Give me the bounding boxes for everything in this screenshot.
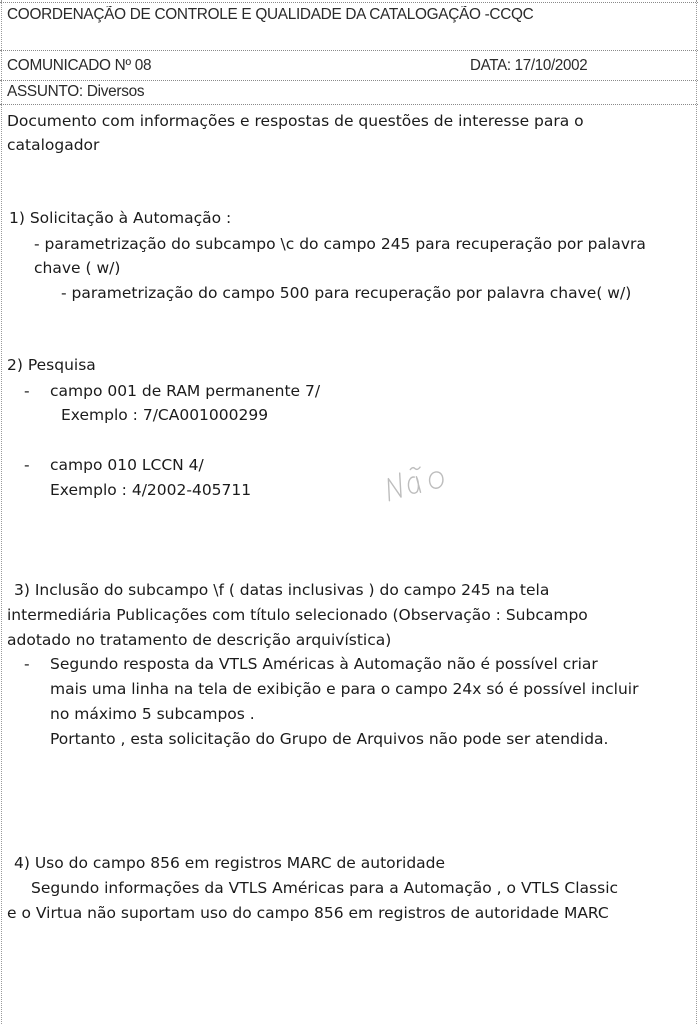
section3-bullet-dash: - xyxy=(24,655,30,673)
divider-top xyxy=(0,2,698,3)
section2-item2-dash: - xyxy=(24,456,30,474)
section2-item2-example: Exemplo : 4/2002-405711 xyxy=(50,481,252,499)
section1-heading: 1) Solicitação à Automação : xyxy=(9,209,232,227)
section4-line-2: e o Virtua não suportam uso do campo 856 em registros de autoridade MARC xyxy=(7,904,609,922)
divider-after-comunicado xyxy=(0,80,698,81)
section3-bullet-line-2: mais uma linha na tela de exibição e para o campo 24x só é possível incluir xyxy=(50,680,639,698)
section3-line-2: adotado no tratamento de descrição arquivística) xyxy=(7,631,392,649)
section1-line-1: - parametrização do subcampo \c do campo 245 para recuperação por palavra xyxy=(34,235,646,253)
left-border xyxy=(1,0,2,1024)
right-border xyxy=(696,0,697,1024)
section2-item2-text: campo 010 LCCN 4/ xyxy=(50,456,204,474)
section4-heading: 4) Uso do campo 856 em registros MARC de autoridade xyxy=(14,854,446,872)
section2-item1-example: Exemplo : 7/CA001000299 xyxy=(61,406,269,424)
document-title: COORDENAÇÃO DE CONTROLE E QUALIDADE DA CATALOGAÇÃO -CCQC xyxy=(7,6,534,23)
section4-line-1: Segundo informações da VTLS Américas para a Automação , o VTLS Classic xyxy=(31,879,619,897)
intro-line-1: Documento com informações e respostas de questões de interesse para o xyxy=(7,112,584,130)
section2-item1-text: campo 001 de RAM permanente 7/ xyxy=(50,382,321,400)
handwritten-nao-annotation xyxy=(381,457,464,505)
section1-line-3: - parametrização do campo 500 para recuperação por palavra chave( w/) xyxy=(61,284,632,302)
section3-bullet-line-3: no máximo 5 subcampos . xyxy=(50,705,255,723)
divider-after-title xyxy=(0,50,698,51)
section1-line-2: chave ( w/) xyxy=(34,259,121,277)
assunto: ASSUNTO: Diversos xyxy=(7,83,145,100)
intro-line-2: catalogador xyxy=(7,136,100,154)
section2-item1-dash: - xyxy=(24,382,30,400)
comunicado-date: DATA: 17/10/2002 xyxy=(470,57,588,74)
comunicado-number: COMUNICADO Nº 08 xyxy=(7,57,152,74)
section3-heading: 3) Inclusão do subcampo \f ( datas inclusivas ) do campo 245 na tela xyxy=(14,581,550,599)
section2-heading: 2) Pesquisa xyxy=(7,356,96,374)
section3-line-1: intermediária Publicações com título selecionado (Observação : Subcampo xyxy=(7,606,588,624)
section3-bullet-line-4: Portanto , esta solicitação do Grupo de Arquivos não pode ser atendida. xyxy=(50,730,609,748)
divider-after-assunto xyxy=(0,104,698,105)
section3-bullet-line-1: Segundo resposta da VTLS Américas à Automação não é possível criar xyxy=(50,655,598,673)
